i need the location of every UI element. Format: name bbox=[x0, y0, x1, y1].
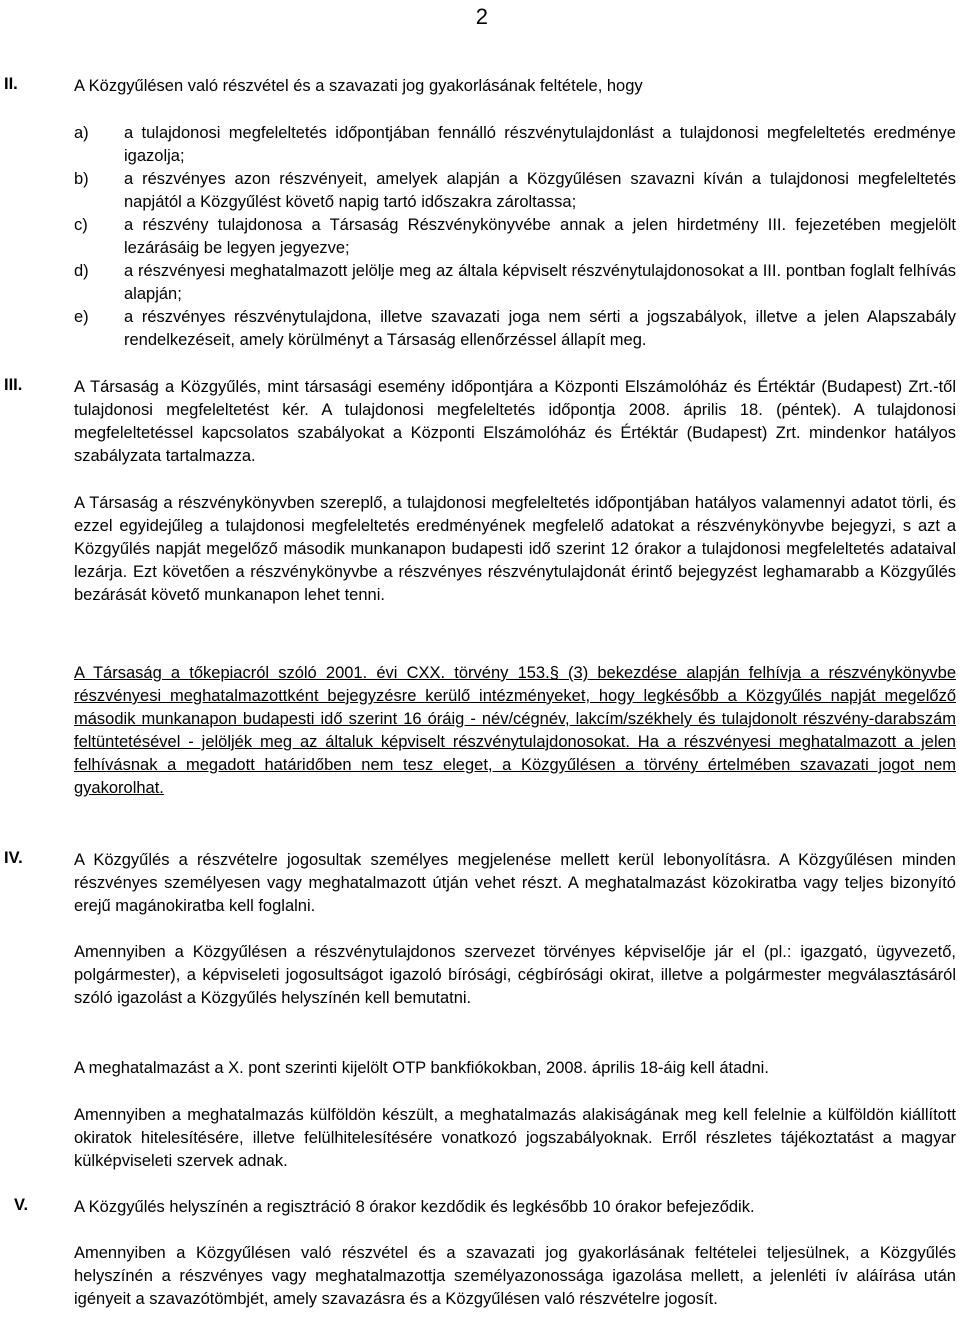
list-label: a) bbox=[74, 124, 89, 142]
section-iii-paragraph-3: A Társaság a tőkepiacról szóló 2001. évi CXX. törvény 153.§ (3) bekezdése alapján felhívja a részvénykönyvbe részvényesi meghatalmazottként bejegyzésre kerülő intézményeket, hogy legkésőbb a Közgyűlés napját megelőző második munkanapon budapesti idő szerint 16 óráig - név/cégnév, lakcím/székhely és tulajdonolt részvény-darabszám feltüntetésével - jelöljék meg az általuk képviselt részvénytulajdonosokat. Ha a részvényesi meghatalmazott a jelen felhívásnak a megadott határidőben nem tesz eleget, a Közgyűlésen a törvény értelmében szavazati jogot nem gyakorolhat. bbox=[74, 664, 956, 797]
list-label: e) bbox=[74, 308, 89, 326]
section-ii-intro: A Közgyűlésen való részvétel és a szavazati jog gyakorlásának feltétele, hogy bbox=[74, 77, 643, 95]
section-number-v: V. bbox=[14, 1196, 29, 1214]
section-number-iv: IV. bbox=[4, 849, 23, 867]
list-label: d) bbox=[74, 262, 89, 280]
section-iv-paragraph-3: A meghatalmazást a X. pont szerinti kijelölt OTP bankfiókokban, 2008. április 18-áig kell átadni. bbox=[74, 1059, 769, 1077]
list-label: c) bbox=[74, 216, 88, 234]
section-number-ii: II. bbox=[4, 75, 18, 93]
section-iii-paragraph-2: A Társaság a részvénykönyvben szereplő, a tulajdonosi megfeleltetés időpontjában hatályos valamennyi adatot törli, és ezzel egyidejűleg a tulajdonosi megfeleltetés eredményének megfelelő adatokat a részvénykönyvbe bejegyzi, s azt a Közgyűlés napját megelőző második munkanapon budapesti idő szerint 12 órakor a tulajdonosi megfeleltetés adataival lezárja. Ezt követően a részvénykönyvbe a részvényes részvénytulajdonát érintő bejegyzést leghamarabb a Közgyűlés bezárását követő munkanapon lehet tenni. bbox=[74, 494, 956, 604]
page-number: 2 bbox=[475, 4, 488, 29]
list-text: a tulajdonosi megfeleltetés időpontjában fennálló részvénytulajdonlást a tulajdonosi megfeleltetés eredménye igazolja; bbox=[124, 124, 956, 165]
section-iv-paragraph-4: Amennyiben a meghatalmazás külföldön készült, a meghatalmazás alakiságának meg kell felelnie a külföldön kiállított okiratok hitelesítésére, illetve felülhitelesítésére vonatkozó jogszabályoknak. Erről részletes tájékoztatást a magyar külképviseleti szervek adnak. bbox=[74, 1106, 956, 1170]
list-text: a részvényesi meghatalmazott jelölje meg az általa képviselt részvénytulajdonosokat a III. pontban foglalt felhívás alapján; bbox=[124, 262, 956, 303]
list-text: a részvény tulajdonosa a Társaság Részvénykönyvébe annak a jelen hirdetmény III. fejezetében megjelölt lezárásáig be legyen jegyezve; bbox=[124, 216, 956, 257]
list-text: a részvényes azon részvényeit, amelyek alapján a Közgyűlésen szavazni kíván a tulajdonosi megfeleltetés napjától a Közgyűlést követő napig tartó időszakra zároltassa; bbox=[124, 170, 956, 211]
section-iv-paragraph-2: Amennyiben a Közgyűlésen a részvénytulajdonos szervezet törvényes képviselője jár el (pl.: igazgató, ügyvezető, polgármester), a képviseleti jogosultságot igazoló bírósági, cégbírósági okirat, illetve a polgármester megválasztásáról szóló igazolást a Közgyűlés helyszínén kell bemutatni. bbox=[74, 943, 956, 1007]
list-text: a részvényes részvénytulajdona, illetve szavazati joga nem sérti a jogszabályok, illetve a jelen Alapszabály rendelkezéseit, amely körülményt a Társaság ellenőrzéssel állapít meg. bbox=[124, 308, 956, 349]
section-v-paragraph-2: Amennyiben a Közgyűlésen való részvétel és a szavazati jog gyakorlásának feltételei teljesülnek, a Közgyűlés helyszínén a részvényes vagy meghatalmazottja személyazonossága igazolása mellett, a jelenléti ív aláírása után igényeit a szavazótömbjét, amely szavazásra és a Közgyűlésen való részvételre jogosít. bbox=[74, 1244, 956, 1308]
list-label: b) bbox=[74, 170, 89, 188]
section-v-paragraph-1: A Közgyűlés helyszínén a regisztráció 8 órakor kezdődik és legkésőbb 10 órakor befejeződik. bbox=[74, 1198, 755, 1216]
section-iii-paragraph-1: A Társaság a Közgyűlés, mint társasági esemény időpontjára a Központi Elszámolóház és Értéktár (Budapest) Zrt.-től tulajdonosi megfeleltetést kér. A tulajdonosi megfeleltetés időpontja 2008. április 18. (péntek). A tulajdonosi megfeleltetéssel kapcsolatos szabályokat a Központi Elszámolóház és Értéktár (Budapest) Zrt. mindenkor hatályos szabályzata tartalmazza. bbox=[74, 378, 956, 465]
section-number-iii: III. bbox=[4, 376, 23, 394]
section-iv-paragraph-1: A Közgyűlés a részvételre jogosultak személyes megjelenése mellett kerül lebonyolításra. A Közgyűlésen minden részvényes személyesen vagy meghatalmazott útján vehet részt. A meghatalmazást közokiratba vagy teljes bizonyító erejű magánokiratba kell foglalni. bbox=[74, 851, 956, 915]
